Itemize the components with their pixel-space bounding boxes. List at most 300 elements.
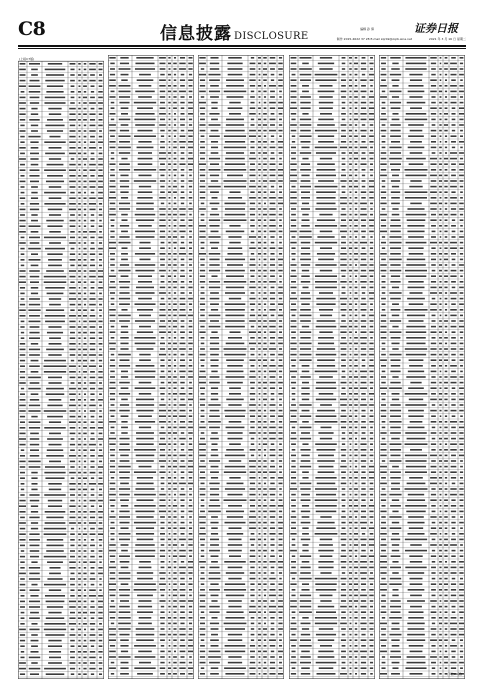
table-cell-text [169,231,171,233]
table-cell-text [119,281,130,283]
table-cell-text [459,561,464,563]
table-cell-text [189,186,192,188]
table-cell-text [181,561,184,563]
table-cell-text [119,96,130,98]
table-cell-text [349,567,351,569]
table-cell-text [439,432,441,434]
table-cell-text [258,410,261,412]
table-cell-text [361,102,366,104]
table-cell-text [380,85,387,87]
table-cell-text [225,292,245,294]
table-cell-text [138,651,152,653]
table-cell-text [21,489,24,491]
table-cell-text [439,471,441,473]
table-cell-text [250,471,256,473]
table-cell-text [451,79,456,81]
table-cell-text [264,107,267,109]
table-cell-text [301,275,309,277]
table-cell-text [78,438,80,440]
table-cell-text [271,628,275,630]
table-cell-text [174,152,177,154]
table-cell-text [136,455,155,457]
table-cell-text [349,242,351,244]
table-cell-text [440,443,442,445]
table-cell-text [258,595,260,597]
table-cell-text [439,85,441,87]
table-cell-text [228,567,243,569]
table-cell-text [341,359,346,361]
table-cell-text [249,667,255,669]
table-cell-text [445,141,447,143]
table-cell-text [160,673,165,675]
table-cell-text [91,584,95,586]
table-cell-text [160,320,165,322]
table-cell-text [168,432,171,434]
table-cell-text [211,455,219,457]
table-cell-text [355,264,357,266]
table-cell-text [31,416,37,418]
table-cell-text [341,455,345,457]
table-cell-text [79,321,81,323]
table-cell-text [259,68,261,70]
table-cell-text [341,527,345,529]
table-cell-text [99,393,102,395]
table-cell-text [349,455,351,457]
table-cell-text [250,589,254,591]
table-cell-text [350,315,352,317]
table-cell-text [45,595,65,597]
table-cell-text [211,634,218,636]
table-cell-text [361,455,366,457]
table-cell-text [430,309,437,311]
table-cell-text [341,561,347,563]
table-cell-text [349,555,351,557]
table-cell-text [84,466,86,468]
table-cell-text [369,656,374,658]
table-cell-text [119,85,131,87]
table-cell-text [174,135,176,137]
table-cell-text [349,57,352,59]
table-cell-text [340,180,346,182]
table-cell-text [119,516,130,518]
table-cell-text [99,108,103,110]
table-cell-text [134,522,156,524]
table-cell-text [99,147,102,149]
table-cell-text [342,438,346,440]
table-cell-text [180,79,185,81]
table-cell-text [460,371,463,373]
table-cell-text [316,611,336,613]
table-cell-text [98,141,103,143]
table-cell-text [355,57,358,59]
table-cell-text [349,550,352,552]
table-cell-text [264,623,266,625]
table-cell-text [250,163,255,165]
table-cell-text [279,208,282,210]
table-cell-text [159,600,165,602]
table-cell-text [340,331,346,333]
table-cell-text [250,348,255,350]
table-cell-text [29,91,41,93]
table-cell-text [459,175,464,177]
table-cell-text [355,208,357,210]
table-cell-text [111,662,115,664]
table-cell-text [350,449,352,451]
table-cell-text [78,242,80,244]
table-cell-text [291,57,297,59]
table-cell-text [318,135,334,137]
table-cell-text [174,611,177,613]
table-cell-text [432,578,436,580]
table-cell-text [69,119,76,121]
table-cell-text [19,158,26,160]
table-cell-text [47,225,62,227]
table-cell-text [279,96,281,98]
table-cell-text [369,393,374,395]
table-cell-text [189,494,192,496]
table-cell-text [169,572,171,574]
table-cell-text [173,387,176,389]
table-cell-text [89,304,95,306]
table-cell-text [279,667,283,669]
table-cell-text [270,219,276,221]
table-cell-text [361,611,366,613]
table-cell-text [278,315,283,317]
table-cell-text [452,219,455,221]
table-cell-text [450,443,457,445]
table-cell-text [407,483,426,485]
table-cell-text [84,270,87,272]
table-cell-text [445,421,448,423]
table-cell-text [99,130,102,132]
table-cell-text [250,578,256,580]
table-cell-text [211,387,218,389]
table-cell-text [174,124,176,126]
table-cell-text [79,623,81,625]
table-cell-text [78,444,81,446]
table-cell-text [460,180,464,182]
table-cell-text [90,136,95,138]
table-cell-text [316,589,337,591]
table-cell-text [444,225,447,227]
table-cell-text [89,668,95,670]
table-cell-text [173,68,176,70]
table-cell-text [460,348,464,350]
table-cell-text [390,130,400,132]
table-cell-text [258,348,260,350]
table-cell-text [431,281,436,283]
table-cell-text [300,656,310,658]
table-cell-text [439,583,442,585]
table-cell-text [381,606,385,608]
table-cell-text [263,214,267,216]
table-cell-text [90,293,95,295]
table-cell-text [369,96,374,98]
table-cell-text [111,107,115,109]
table-cell-text [362,533,365,535]
table-cell-text [409,555,422,557]
table-cell-text [291,359,296,361]
table-cell-text [99,80,103,82]
table-cell-text [355,275,357,277]
table-cell-text [174,180,177,182]
table-cell-text [369,555,374,557]
table-cell-text [382,438,386,440]
table-cell-text [342,662,346,664]
table-cell-text [169,494,171,496]
table-cell-text [209,427,220,429]
table-cell-text [111,102,115,104]
table-cell-text [83,623,87,625]
table-cell-text [405,68,426,70]
table-cell-text [139,382,152,384]
table-cell-text [19,573,26,575]
table-cell-text [90,629,94,631]
table-cell-text [78,388,81,390]
table-cell-text [29,237,40,239]
table-cell-text [99,472,103,474]
table-cell-text [300,572,311,574]
table-cell-text [109,628,116,630]
table-cell-text [179,483,186,485]
table-cell-text [361,499,365,501]
table-cell-text [354,583,358,585]
table-cell-text [188,180,192,182]
table-cell-text [49,298,61,300]
table-cell-text [460,275,463,277]
table-cell-text [270,359,274,361]
table-cell-text [226,399,243,401]
table-cell-text [354,365,358,367]
table-cell-text [264,611,266,613]
table-cell-text [361,421,366,423]
table-cell-text [70,265,74,267]
table-cell-text [439,477,442,479]
table-cell-text [110,460,115,462]
table-cell-text [135,292,154,294]
table-cell-text [70,651,75,653]
table-cell-text [444,186,447,188]
table-cell-text [431,337,435,339]
table-cell-text [119,522,129,524]
table-cell-text [291,432,296,434]
table-cell-text [249,466,255,468]
table-cell-text [431,85,436,87]
table-cell-text [250,270,255,272]
table-cell-text [29,668,41,670]
table-cell-text [301,163,310,165]
table-cell-text [225,651,245,653]
table-cell-text [21,337,25,339]
table-cell-text [460,393,464,395]
table-cell-text [450,292,457,294]
table-cell-text [99,74,102,76]
table-cell-text [110,264,115,266]
table-cell-text [30,80,40,82]
table-cell-text [200,259,205,261]
table-cell-text [19,522,26,524]
table-cell-text [30,673,39,675]
table-cell-text [30,556,39,558]
table-cell-text [211,555,219,557]
table-cell-text [174,449,176,451]
table-cell-text [83,113,87,115]
table-cell-text [121,567,129,569]
table-cell-text [406,331,427,333]
table-cell-text [199,427,205,429]
table-cell-text [362,359,365,361]
table-cell-text [259,662,261,664]
table-cell-text [99,505,102,507]
table-cell-text [181,191,185,193]
table-cell-text [369,628,373,630]
table-cell-text [440,494,442,496]
table-cell-text [259,259,261,261]
table-cell-text [302,410,310,412]
table-cell-text [70,276,76,278]
table-cell-text [361,219,366,221]
table-cell-text [300,348,311,350]
table-cell-text [341,337,346,339]
table-cell-text [354,561,358,563]
table-cell-text [316,303,335,305]
table-cell-text [208,511,221,513]
table-cell-text [180,399,184,401]
section-title [160,19,308,44]
table-cell-text [90,74,95,76]
table-cell-text [134,119,155,121]
table-cell-text [432,270,436,272]
table-cell-text [354,505,358,507]
table-cell-text [78,578,81,580]
table-cell-text [223,180,246,182]
table-cell-text [259,399,261,401]
table-cell-text [350,298,352,300]
table-cell-text [188,432,192,434]
table-cell-text [229,460,241,462]
table-cell-text [31,265,39,267]
table-cell-text [99,220,102,222]
table-cell-text [134,589,157,591]
table-cell-text [369,539,374,541]
table-cell-text [350,623,352,625]
table-cell-text [78,281,81,283]
table-cell-text [354,270,357,272]
table-cell-text [118,270,130,272]
table-cell-text [169,124,171,126]
table-cell-text [169,107,171,109]
table-cell-text [409,74,422,76]
table-cell-text [189,231,192,233]
table-cell-text [173,298,176,300]
table-cell-text [407,231,424,233]
table-cell-text [361,348,366,350]
table-cell-text [279,281,282,283]
table-cell-text [392,393,400,395]
table-cell-text [89,69,96,71]
table-cell-text [258,208,261,210]
table-cell-text [258,130,261,132]
table-cell-text [169,119,171,121]
table-cell-text [405,191,428,193]
table-cell-text [137,578,153,580]
table-cell-text [259,494,261,496]
table-cell-text [451,191,455,193]
table-cell-text [250,303,255,305]
table-cell-text [188,371,192,373]
table-cell-text [290,180,297,182]
table-cell-text [188,421,192,423]
table-cell-text [139,427,151,429]
table-cell-text [159,57,166,59]
table-cell-text [301,634,310,636]
table-cell-text [99,556,102,558]
table-cell-text [70,225,76,227]
table-cell-text [161,645,165,647]
table-cell-text [121,583,129,585]
table-cell-text [290,287,296,289]
table-cell-text [84,405,86,407]
table-cell-text [226,287,244,289]
table-cell-text [227,432,242,434]
table-cell-text [392,511,398,513]
table-cell-text [392,186,399,188]
table-cell-text [370,634,373,636]
table-cell-text [440,63,442,65]
table-cell-text [250,214,255,216]
table-cell-text [342,432,345,434]
table-cell-text [78,511,81,513]
table-cell-text [84,483,86,485]
table-cell-text [173,107,177,109]
table-cell-text [173,320,177,322]
table-cell-text [168,505,170,507]
table-cell-text [263,281,266,283]
table-cell-text [341,567,346,569]
table-cell-text [99,63,103,65]
table-cell-text [31,505,38,507]
table-cell-text [432,511,436,513]
table-cell-text [209,169,221,171]
table-cell-text [300,662,311,664]
table-cell-text [45,125,64,127]
table-cell-text [392,214,400,216]
table-cell-text [370,247,373,249]
table-cell-text [78,175,81,177]
table-cell-text [250,337,255,339]
table-cell-text [291,522,296,524]
table-cell-text [69,220,75,222]
table-cell-text [444,281,447,283]
table-cell-text [271,141,275,143]
table-cell-text [160,359,164,361]
table-cell-text [136,628,155,630]
table-cell-text [451,214,457,216]
table-cell-text [369,63,373,65]
table-cell-text [179,231,185,233]
table-cell-text [20,175,24,177]
table-cell-text [210,214,219,216]
table-cell-text [316,197,335,199]
table-cell-text [264,539,266,541]
table-cell-text [382,617,385,619]
table-cell-text [211,197,217,199]
table-cell-text [361,158,366,160]
table-cell-text [21,192,25,194]
table-cell-text [258,315,261,317]
table-cell-text [121,399,128,401]
table-cell-text [409,96,422,98]
